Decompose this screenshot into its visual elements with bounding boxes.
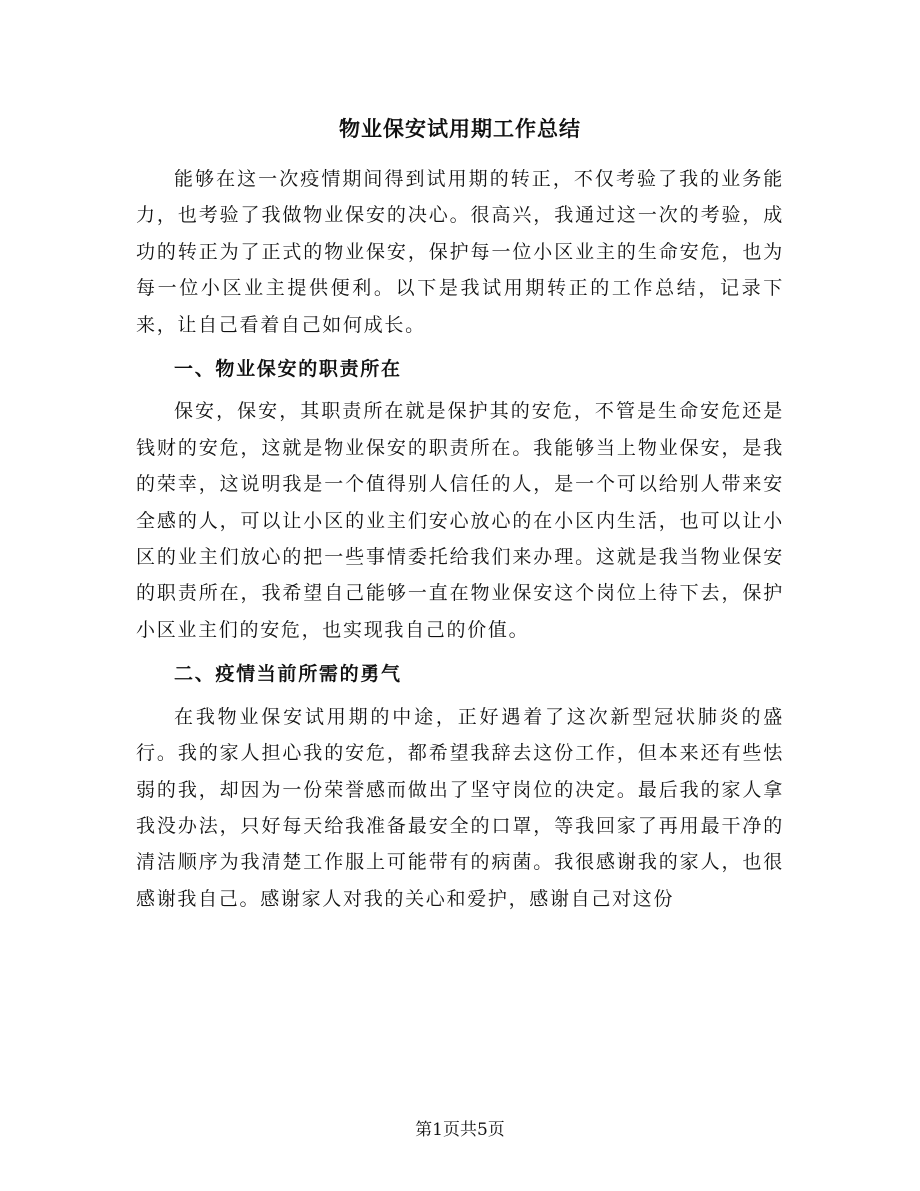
section-heading-courage: 二、疫情当前所需的勇气 — [174, 663, 402, 686]
intro-paragraph: 能够在这一次疫情期间得到试用期的转正，不仅考验了我的业务能力，也考验了我做物业保安的决心。很高兴，我通过这一次的考验，成功的转正为了正式的物业保安，保护每一位小区业主的生命安危，也为每一位小区业主提供便利。以下是我试用期转正的工作总结，记录下来，让自己看着自己如何成长。 — [136, 168, 784, 336]
document-body — [136, 161, 784, 917]
section-heading-duties: 一、物业保安的职责所在 — [174, 358, 402, 381]
document-title: 物业保安试用期工作总结 — [339, 116, 581, 141]
section-body-courage: 在我物业保安试用期的中途，正好遇着了这次新型冠状肺炎的盛行。我的家人担心我的安危，都希望我辞去这份工作，但本来还有些怯弱的我，却因为一份荣誉感而做出了坚守岗位的决定。最后我的家人拿我没办法，只好每天给我准备最安全的口罩，等我回家了再用最干净的清洁顺序为我清楚工作服上可能带有的病菌。我很感谢我的家人，也很感谢我自己。感谢家人对我的关心和爱护，感谢自己对这份 — [136, 705, 784, 910]
page-number-footer: 第1页共5页 — [415, 1120, 505, 1140]
section-body-duties: 保安，保安，其职责所在就是保护其的安危，不管是生命安危还是钱财的安危，这就是物业保安的职责所在。我能够当上物业保安，是我的荣幸，这说明我是一个值得别人信任的人，是一个可以给别人带来安全感的人，可以让小区的业主们安心放心的在小区内生活，也可以让小区的业主们放心的把一些事情委托给我们来办理。这就是我当物业保安的职责所在，我希望自己能够一直在物业保安这个岗位上待下去，保护小区业主们的安危，也实现我自己的价值。 — [136, 400, 784, 641]
